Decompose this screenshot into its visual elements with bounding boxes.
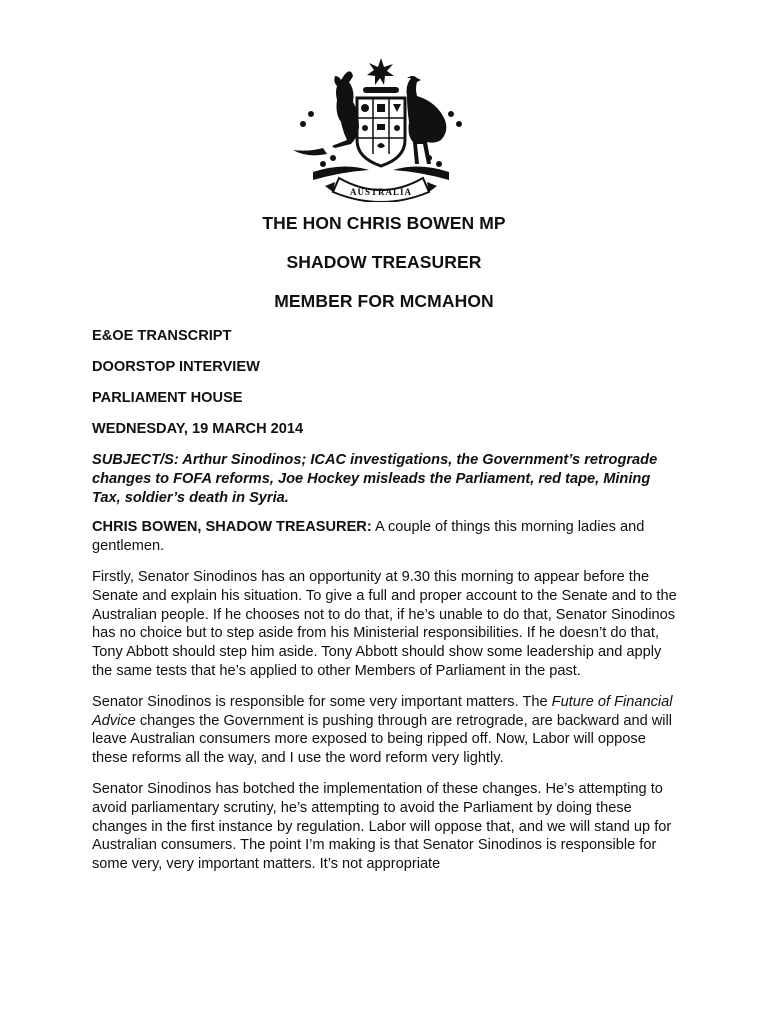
speaker-label: CHRIS BOWEN, SHADOW TREASURER: [92, 519, 372, 536]
transcript-label: E&OE TRANSCRIPT [92, 328, 232, 344]
interview-location: PARLIAMENT HOUSE [92, 390, 243, 406]
transcript-body [92, 327, 682, 886]
subject-line: SUBJECT/S: Arthur Sinodinos; ICAC investigations, the Government’s retrograde changes to FOFA reforms, Joe Hockey misleads the Parliament, red tape, Mining Tax, soldier’s death in Syria. [92, 452, 658, 506]
electorate-title: MEMBER FOR MCMAHON [274, 291, 494, 311]
paragraph-3-text-b: changes the Government is pushing through are retrograde, are backward and will leave Australian consumers more exposed to being ripped off. Now, Labor will oppose these reforms all the way, and I use the word reform very lightly. [92, 712, 673, 767]
portfolio-title: SHADOW TREASURER [286, 252, 482, 272]
coat-of-arms-icon [283, 54, 479, 202]
letterhead-titles [0, 213, 768, 330]
paragraph-2: Firstly, Senator Sinodinos has an opportunity at 9.30 this morning to appear before the Senate and explain his situation. To give a full and proper account to the Senate and to the Australian people. If he chooses not to do that, if he’s unable to do that, Senator Sinodinos has no choice but to step aside from his Ministerial responsibilities. If he doesn’t do that, Tony Abbott should step him aside. Tony Abbott should show some leadership and apply the same tests that he’s applied to other Members of Parliament in the past. [92, 568, 677, 679]
star-icon [367, 58, 394, 85]
interview-type: DOORSTOP INTERVIEW [92, 359, 260, 375]
paragraph-3-text-a: Senator Sinodinos is responsible for some very important matters. The [92, 693, 552, 710]
emu-icon [407, 76, 447, 164]
paragraph-1-text: A couple of things this morning ladies and gentlemen. [92, 519, 645, 555]
paragraph-1 [92, 518, 682, 556]
interview-date: WEDNESDAY, 19 MARCH 2014 [92, 421, 304, 437]
member-name: THE HON CHRIS BOWEN MP [262, 213, 506, 233]
fofa-title: Future of Financial Advice [92, 693, 673, 729]
kangaroo-icon [293, 71, 359, 155]
paragraph-4: Senator Sinodinos has botched the implementation of these changes. He’s attempting to avoid parliamentary scrutiny, he’s attempting to avoid the Parliament by doing these changes in the first instance by regulation. Labor will oppose that, and we will stand up for Australian consumers. The point I’m making is that Senator Sinodinos is responsible for some very, very important matters. It’s not appropriate [92, 780, 672, 873]
paragraph-3 [92, 693, 682, 768]
svg-text:AUSTRALIA: AUSTRALIA [349, 187, 413, 197]
